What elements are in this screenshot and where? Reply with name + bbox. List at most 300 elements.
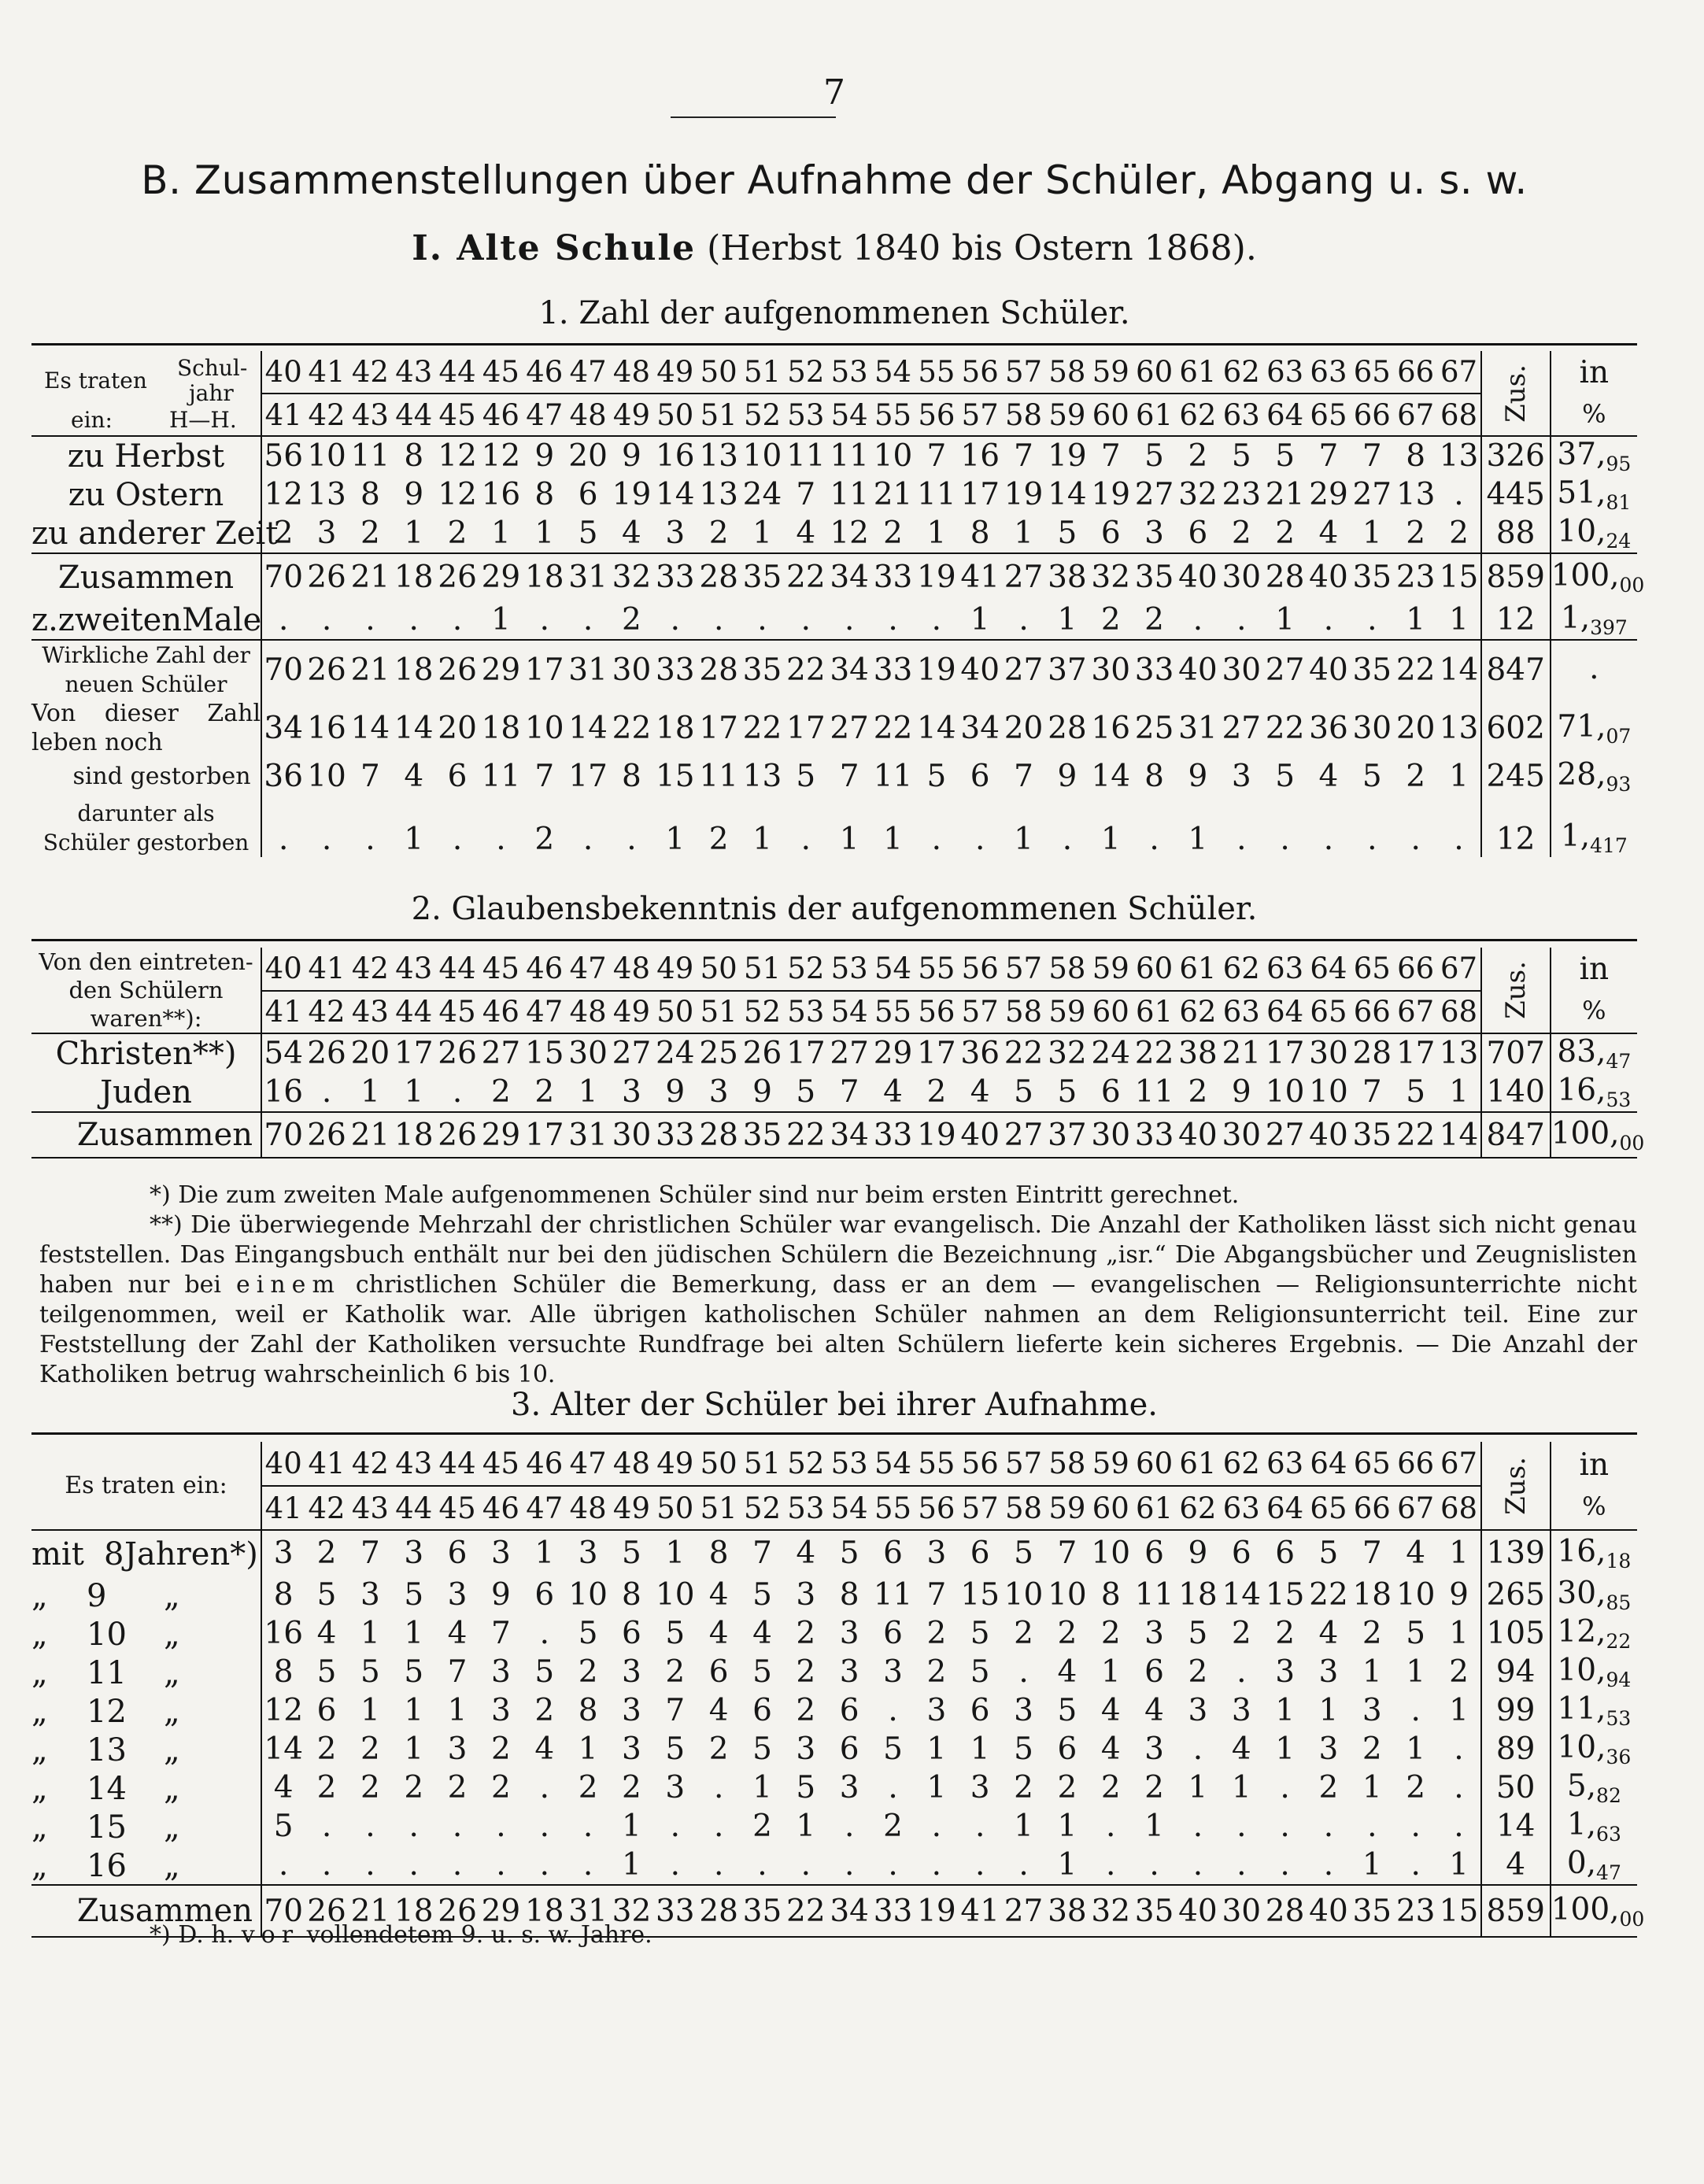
table-cell: 1	[1100, 822, 1121, 857]
year-end: 66	[1353, 995, 1391, 1029]
table-cell: 7	[1002, 436, 1045, 475]
table-cell: .	[670, 602, 681, 637]
zus-cell: 89	[1481, 1730, 1551, 1768]
footnote-2-emphasis: einem	[236, 1271, 341, 1299]
table-cell: 5	[1220, 436, 1263, 475]
table-cell: 4	[752, 1616, 772, 1651]
year-end: 61	[1136, 1491, 1174, 1525]
table-cell: 1	[1449, 1693, 1469, 1728]
table-cell: 8	[622, 759, 641, 794]
table-cell: 2	[1057, 1770, 1077, 1805]
year-start: 52	[784, 351, 827, 394]
table-cell: 5	[665, 1731, 686, 1767]
table-cell: 1	[1057, 1809, 1077, 1844]
table-cell: 4	[1057, 1654, 1077, 1690]
year-start: 52	[784, 1442, 827, 1486]
table-cell: .	[1410, 1809, 1421, 1844]
table-age	[31, 1442, 1645, 1938]
table-cell: 2	[360, 1731, 380, 1767]
percent-cell	[1551, 757, 1637, 796]
table-cell: 21	[349, 640, 392, 699]
table-cell: 6	[871, 1530, 915, 1576]
percent-int: 1,	[1560, 601, 1591, 636]
table-row	[31, 553, 1637, 601]
footnote-age-emphasis: vor	[241, 1921, 300, 1949]
percent-label: %	[1582, 398, 1606, 429]
year-end: 67	[1397, 1491, 1435, 1525]
table-cell: 30	[610, 640, 653, 699]
year-end: 51	[700, 995, 737, 1029]
table-cell: 4	[784, 1530, 827, 1576]
table-cell: 34	[828, 640, 871, 699]
table-cell: 8	[970, 516, 990, 551]
table-cell: .	[452, 1074, 463, 1110]
table-cell: 40	[1307, 640, 1350, 699]
table-cell: 3	[622, 1693, 641, 1728]
table-cell: 12	[435, 436, 479, 475]
table-cell: 2	[1188, 1654, 1208, 1690]
age-suffix: „	[164, 1577, 180, 1614]
row-label: z.zweitenMale	[31, 601, 262, 638]
table-cell: 5	[316, 1654, 337, 1690]
header-es-traten: Es traten	[44, 368, 147, 394]
footnote-2	[39, 1210, 1637, 1390]
percent-decimals: 22	[1606, 1630, 1632, 1653]
table-cell: 11	[830, 477, 869, 512]
year-end: 43	[351, 397, 389, 432]
table-cell: 1	[1362, 516, 1382, 551]
row-label: Zusammen	[31, 1112, 261, 1158]
table-cell: 1	[404, 1616, 424, 1651]
table-cell: .	[539, 1770, 549, 1805]
year-start: 55	[915, 1442, 958, 1486]
table-cell: 3	[839, 1616, 859, 1651]
table-cell: 33	[653, 1112, 697, 1158]
table-cell: 1	[404, 1693, 424, 1728]
age-header-row-top	[31, 1442, 1637, 1486]
table-cell: .	[261, 601, 305, 640]
year-end: 53	[787, 1491, 825, 1525]
table-cell: 5	[796, 759, 816, 794]
table-cell: 1	[1100, 1654, 1121, 1690]
year-start: 62	[1220, 948, 1263, 991]
age-value: 11	[87, 1654, 127, 1691]
year-start: 42	[349, 1442, 392, 1486]
table-cell: .	[1236, 1654, 1247, 1690]
table-cell: 8	[839, 1577, 859, 1613]
table-cell: 3	[479, 1530, 523, 1576]
age-prefix: „	[31, 1577, 48, 1614]
year-end: 41	[261, 991, 305, 1034]
table-cell: 8	[360, 477, 380, 512]
table-cell: 31	[1178, 710, 1218, 746]
table-cell: .	[1367, 1809, 1377, 1844]
table-cell: 4	[534, 1731, 555, 1767]
table-cell: 5	[1057, 1693, 1077, 1728]
table-cell: 1	[447, 1693, 468, 1728]
table-cell: 27	[830, 710, 869, 746]
year-start: 60	[1133, 1442, 1176, 1486]
table-cell: 2	[360, 516, 380, 551]
table-cell: .	[931, 602, 942, 637]
year-start: 43	[392, 1442, 435, 1486]
table-cell: 2	[578, 1654, 598, 1690]
in-label: in	[1579, 952, 1610, 987]
zus-cell: 140	[1481, 1073, 1551, 1112]
table-cell: 5	[752, 1577, 772, 1613]
percent-cell	[1551, 1073, 1637, 1112]
age-prefix: „	[31, 1616, 48, 1653]
table-cell: 9	[1188, 759, 1208, 794]
percent-cell	[1551, 475, 1637, 514]
table-cell: 1	[970, 602, 990, 637]
table-cell: 5	[828, 1530, 871, 1576]
table-cell: 2	[1406, 1770, 1426, 1805]
section1-title: 1. Zahl der aufgenommenen Schüler.	[538, 295, 1130, 331]
year-end: 59	[1048, 397, 1086, 432]
table-cell: 32	[1045, 1033, 1089, 1073]
table-cell: 2	[1231, 516, 1251, 551]
table-cell: 33	[871, 1885, 915, 1937]
table-cell: 2	[1100, 1616, 1121, 1651]
year-end: 66	[1353, 397, 1391, 432]
table-cell: 26	[435, 553, 479, 601]
table-cell: .	[539, 1847, 549, 1883]
table-cell: 26	[435, 1033, 479, 1073]
table-cell: 1	[360, 1693, 380, 1728]
percent-int: 12,	[1557, 1614, 1606, 1650]
percent-decimals: 417	[1590, 834, 1628, 857]
table-religion	[31, 948, 1645, 1159]
age-suffix: „	[164, 1693, 180, 1730]
table-cell: 6	[1100, 516, 1121, 551]
table-cell: 35	[1133, 553, 1176, 601]
table-cell: 1	[534, 516, 555, 551]
table-cell: 1	[360, 1616, 380, 1651]
table-cell: 10	[1004, 1577, 1044, 1613]
year-start: 54	[871, 948, 915, 991]
zus-cell: 265	[1481, 1576, 1551, 1614]
year-end: 46	[482, 397, 519, 432]
table-cell: 17	[568, 759, 608, 794]
table-cell: 10	[1395, 1577, 1436, 1613]
table-cell: 24	[653, 1033, 697, 1073]
subheading	[31, 228, 1637, 268]
age-prefix: „	[31, 1809, 48, 1846]
table-cell: 13	[742, 759, 782, 794]
table-cell: .	[1192, 1847, 1203, 1883]
row-label	[31, 1653, 261, 1691]
table-cell: 33	[1133, 640, 1176, 699]
section3-title: 3. Alter der Schüler bei ihrer Aufnahme.	[511, 1387, 1158, 1423]
year-start: 61	[1176, 351, 1219, 394]
table-row	[31, 757, 1637, 796]
table-cell: 6	[1144, 1654, 1164, 1690]
year-end: 68	[1440, 995, 1478, 1029]
table-cell: 14	[261, 1730, 305, 1768]
age-suffix: „	[164, 1770, 180, 1807]
age-prefix: mit	[31, 1535, 84, 1572]
percent-int: 10,	[1557, 514, 1606, 549]
table-cell: 4	[1100, 1693, 1121, 1728]
year-start: 47	[566, 948, 609, 991]
year-start: 51	[741, 351, 784, 394]
table-cell: 4	[970, 1074, 990, 1110]
table-cell: 3	[1231, 759, 1251, 794]
table-row	[31, 1530, 1637, 1576]
table-cell: 40	[1176, 1885, 1219, 1937]
table-cell: 10	[307, 759, 346, 794]
year-end: 56	[918, 995, 955, 1029]
row-label	[31, 1768, 261, 1807]
table-cell: 8	[534, 477, 555, 512]
percent-int: 71,	[1557, 708, 1606, 745]
year-start: 53	[828, 948, 871, 991]
table-cell: .	[1192, 602, 1203, 637]
year-end: 47	[526, 397, 564, 432]
table-cell: 18	[392, 553, 435, 601]
percent-int: 100,	[1551, 558, 1620, 593]
table-cell: 3	[883, 1654, 903, 1690]
table-cell: 14	[1222, 1577, 1262, 1613]
table-admissions	[31, 351, 1645, 857]
table-cell: 14	[917, 710, 956, 746]
table-cell: 18	[523, 1885, 566, 1937]
year-end: 64	[1266, 995, 1304, 1029]
table-cell: 3	[970, 1770, 990, 1805]
table-cell: 3	[839, 1770, 859, 1805]
table-cell: 14	[655, 477, 695, 512]
zus-cell: 4	[1481, 1846, 1551, 1885]
table-cell: 5	[360, 1654, 380, 1690]
year-start: 49	[653, 1442, 697, 1486]
table-cell: 1	[1275, 602, 1296, 637]
table-cell: 5	[1307, 1530, 1350, 1576]
table-cell: 1	[839, 822, 859, 857]
table-cell: 22	[1309, 1577, 1348, 1613]
table-cell: 30	[610, 1112, 653, 1158]
table-cell: 3	[796, 1731, 816, 1767]
footnote-age-post: vollendetem 9. u. s. w. Jahre.	[306, 1921, 652, 1949]
year-start: 44	[435, 948, 479, 991]
table-cell: 29	[479, 1112, 523, 1158]
table-cell: 5	[1057, 516, 1077, 551]
footnote-2-b: christlichen Schüler die Bemerkung, dass er an dem — evangelischen — Religionsunterrichte nicht teilgenommen, weil er Katholik war. Alle übrigen katholischen Schüler nahmen an dem Religionsunterricht teil. Eine zur Feststellung der Zahl der Katholiken versuchte Rundfrage bei alten Schülern lieferte kein sicheres Ergebnis. — Die Anzahl der Katholiken betrug wahrscheinlich 6 bis 10.	[39, 1271, 1637, 1388]
table-cell: 13	[697, 436, 740, 475]
table-cell: 40	[1176, 1112, 1219, 1158]
table-cell: 27	[1222, 710, 1262, 746]
table-cell: 1	[578, 1731, 598, 1767]
age-prefix: „	[31, 1770, 48, 1807]
table-cell: 33	[653, 1885, 697, 1937]
table-cell: 34	[960, 710, 1000, 746]
table-cell: .	[844, 1847, 855, 1883]
table-cell: .	[365, 1809, 375, 1844]
percent-decimals: 53	[1606, 1088, 1632, 1111]
year-end: 67	[1397, 397, 1435, 432]
year-start: 63	[1263, 948, 1307, 991]
table-cell: 9	[404, 477, 424, 512]
table-cell: 18	[481, 710, 521, 746]
table-cell: .	[1454, 822, 1464, 857]
table-cell: 31	[566, 640, 609, 699]
table-cell: 4	[404, 759, 424, 794]
table-cell: 5	[1188, 1616, 1208, 1651]
table-cell: 25	[697, 1033, 740, 1073]
table-cell: 11	[784, 436, 827, 475]
table-cell: 17	[784, 1033, 827, 1073]
table-cell: 36	[261, 757, 305, 796]
percent-cell	[1551, 436, 1637, 475]
table-cell: 41	[959, 1885, 1002, 1937]
admissions-header-row-top	[31, 351, 1637, 394]
table-cell: 1	[1406, 1654, 1426, 1690]
table-row	[31, 514, 1637, 553]
table-cell: 3	[360, 1577, 380, 1613]
percent-decimals: 00	[1619, 1131, 1645, 1155]
table-cell: 33	[653, 553, 697, 601]
row-label: darunter als Schüler gestorben	[43, 800, 250, 855]
table-cell: 5	[578, 1616, 598, 1651]
table-row	[31, 436, 1637, 475]
table-cell: .	[975, 822, 985, 857]
table-row	[31, 1768, 1637, 1807]
table-cell: 5	[1275, 759, 1296, 794]
percent-int: 16,	[1557, 1534, 1606, 1569]
table-cell: 7	[926, 1577, 947, 1613]
row-label: zu Herbst	[31, 436, 261, 475]
year-end: 54	[830, 995, 868, 1029]
percent-int: 0,	[1566, 1846, 1597, 1881]
table-cell: 17	[523, 640, 566, 699]
table-cell: 26	[435, 1112, 479, 1158]
year-start: 64	[1307, 1442, 1350, 1486]
year-start: 65	[1351, 351, 1394, 394]
year-start: 66	[1394, 351, 1437, 394]
table-cell: .	[1062, 822, 1073, 857]
table-cell: 3	[261, 1530, 305, 1576]
year-end: 60	[1092, 397, 1129, 432]
table-cell: 3	[1362, 1693, 1382, 1728]
table-cell: 6	[622, 1616, 641, 1651]
year-end: 42	[308, 1491, 346, 1525]
table-cell: 12	[261, 475, 305, 514]
percent-int: 5,	[1566, 1768, 1597, 1804]
table-cell: 3	[1014, 1693, 1033, 1728]
year-start: 41	[305, 1442, 348, 1486]
table-cell: 22	[1265, 710, 1305, 746]
table-cell: 19	[915, 1112, 958, 1158]
table-cell: .	[496, 1847, 506, 1883]
table-cell: 3	[708, 1074, 729, 1110]
year-end: 50	[656, 397, 694, 432]
religion-bottom-rule	[31, 1158, 1637, 1159]
year-end: 67	[1397, 995, 1435, 1029]
table-cell: 1	[1144, 1809, 1164, 1844]
table-cell: .	[321, 1847, 332, 1883]
table-cell: .	[800, 602, 811, 637]
table-cell: 1	[1437, 1530, 1480, 1576]
percent-cell	[1551, 1653, 1637, 1691]
year-start: 40	[261, 351, 305, 394]
year-end: 52	[743, 995, 782, 1029]
table-cell: 35	[1351, 1112, 1394, 1158]
table-cell: 6	[1188, 516, 1208, 551]
year-start: 57	[1002, 948, 1045, 991]
table-cell: .	[844, 1809, 855, 1844]
table-cell: 6	[959, 1530, 1002, 1576]
table-cell: 13	[1437, 1033, 1480, 1073]
table-cell: 2	[1362, 1731, 1382, 1767]
age-value: 15	[87, 1809, 127, 1846]
zus-cell: 99	[1481, 1691, 1551, 1730]
year-end: 44	[395, 397, 433, 432]
subheading-main: I. Alte Schule	[412, 228, 697, 268]
year-start: 45	[479, 1442, 523, 1486]
in-label: in	[1579, 354, 1610, 390]
table-cell: 4	[708, 1577, 729, 1613]
percent-decimals: 85	[1606, 1591, 1632, 1614]
table-cell: 26	[741, 1033, 784, 1073]
table-cell: 9	[523, 436, 566, 475]
table-cell: 1	[578, 1074, 598, 1110]
table-cell: 14	[350, 710, 390, 746]
table-cell: 36	[959, 1033, 1002, 1073]
table-cell: 6	[708, 1654, 729, 1690]
table-cell: .	[1018, 602, 1029, 637]
year-start: 47	[566, 1442, 609, 1486]
year-start: 58	[1045, 1442, 1089, 1486]
table-cell: 70	[261, 553, 305, 601]
year-start: 61	[1176, 1442, 1219, 1486]
table-cell: 3	[1275, 1654, 1296, 1690]
admissions-header-row-bottom	[31, 394, 1637, 436]
zus-cell: 245	[1481, 757, 1551, 796]
age-suffix: „	[164, 1616, 180, 1653]
percent-int: 100,	[1551, 1891, 1620, 1927]
table-cell: 15	[523, 1033, 566, 1073]
table-cell: 9	[1231, 1074, 1251, 1110]
table-cell: 1	[1275, 1731, 1296, 1767]
year-start: 62	[1220, 1442, 1263, 1486]
year-end: 52	[743, 397, 782, 432]
table-row	[31, 1073, 1637, 1112]
table-cell: 4	[1231, 1731, 1251, 1767]
table-cell: 27	[1002, 553, 1045, 601]
table-cell: 26	[305, 553, 348, 601]
table-cell: 4	[708, 1693, 729, 1728]
year-end: 64	[1266, 397, 1304, 432]
table-cell: 3	[447, 1577, 468, 1613]
table-cell: 6	[1100, 1074, 1121, 1110]
table-cell: .	[539, 602, 549, 637]
table-cell: .	[1018, 1847, 1029, 1883]
table-cell: 1	[1188, 1770, 1208, 1805]
table-cell: 15	[1437, 1885, 1480, 1937]
percent-int: 1,	[1566, 1807, 1597, 1842]
table-cell: 3	[447, 1731, 468, 1767]
table-cell: 3	[915, 1530, 958, 1576]
table-cell: .	[800, 822, 811, 857]
table-cell: 11	[1134, 1074, 1174, 1110]
table-cell: 3	[665, 1770, 686, 1805]
table-cell: 1	[404, 1074, 424, 1110]
table-cell: 8	[392, 436, 435, 475]
table-cell: 29	[479, 1885, 523, 1937]
table-cell: 1	[404, 516, 424, 551]
year-end: 58	[1005, 1491, 1043, 1525]
table-cell: 11	[699, 759, 738, 794]
